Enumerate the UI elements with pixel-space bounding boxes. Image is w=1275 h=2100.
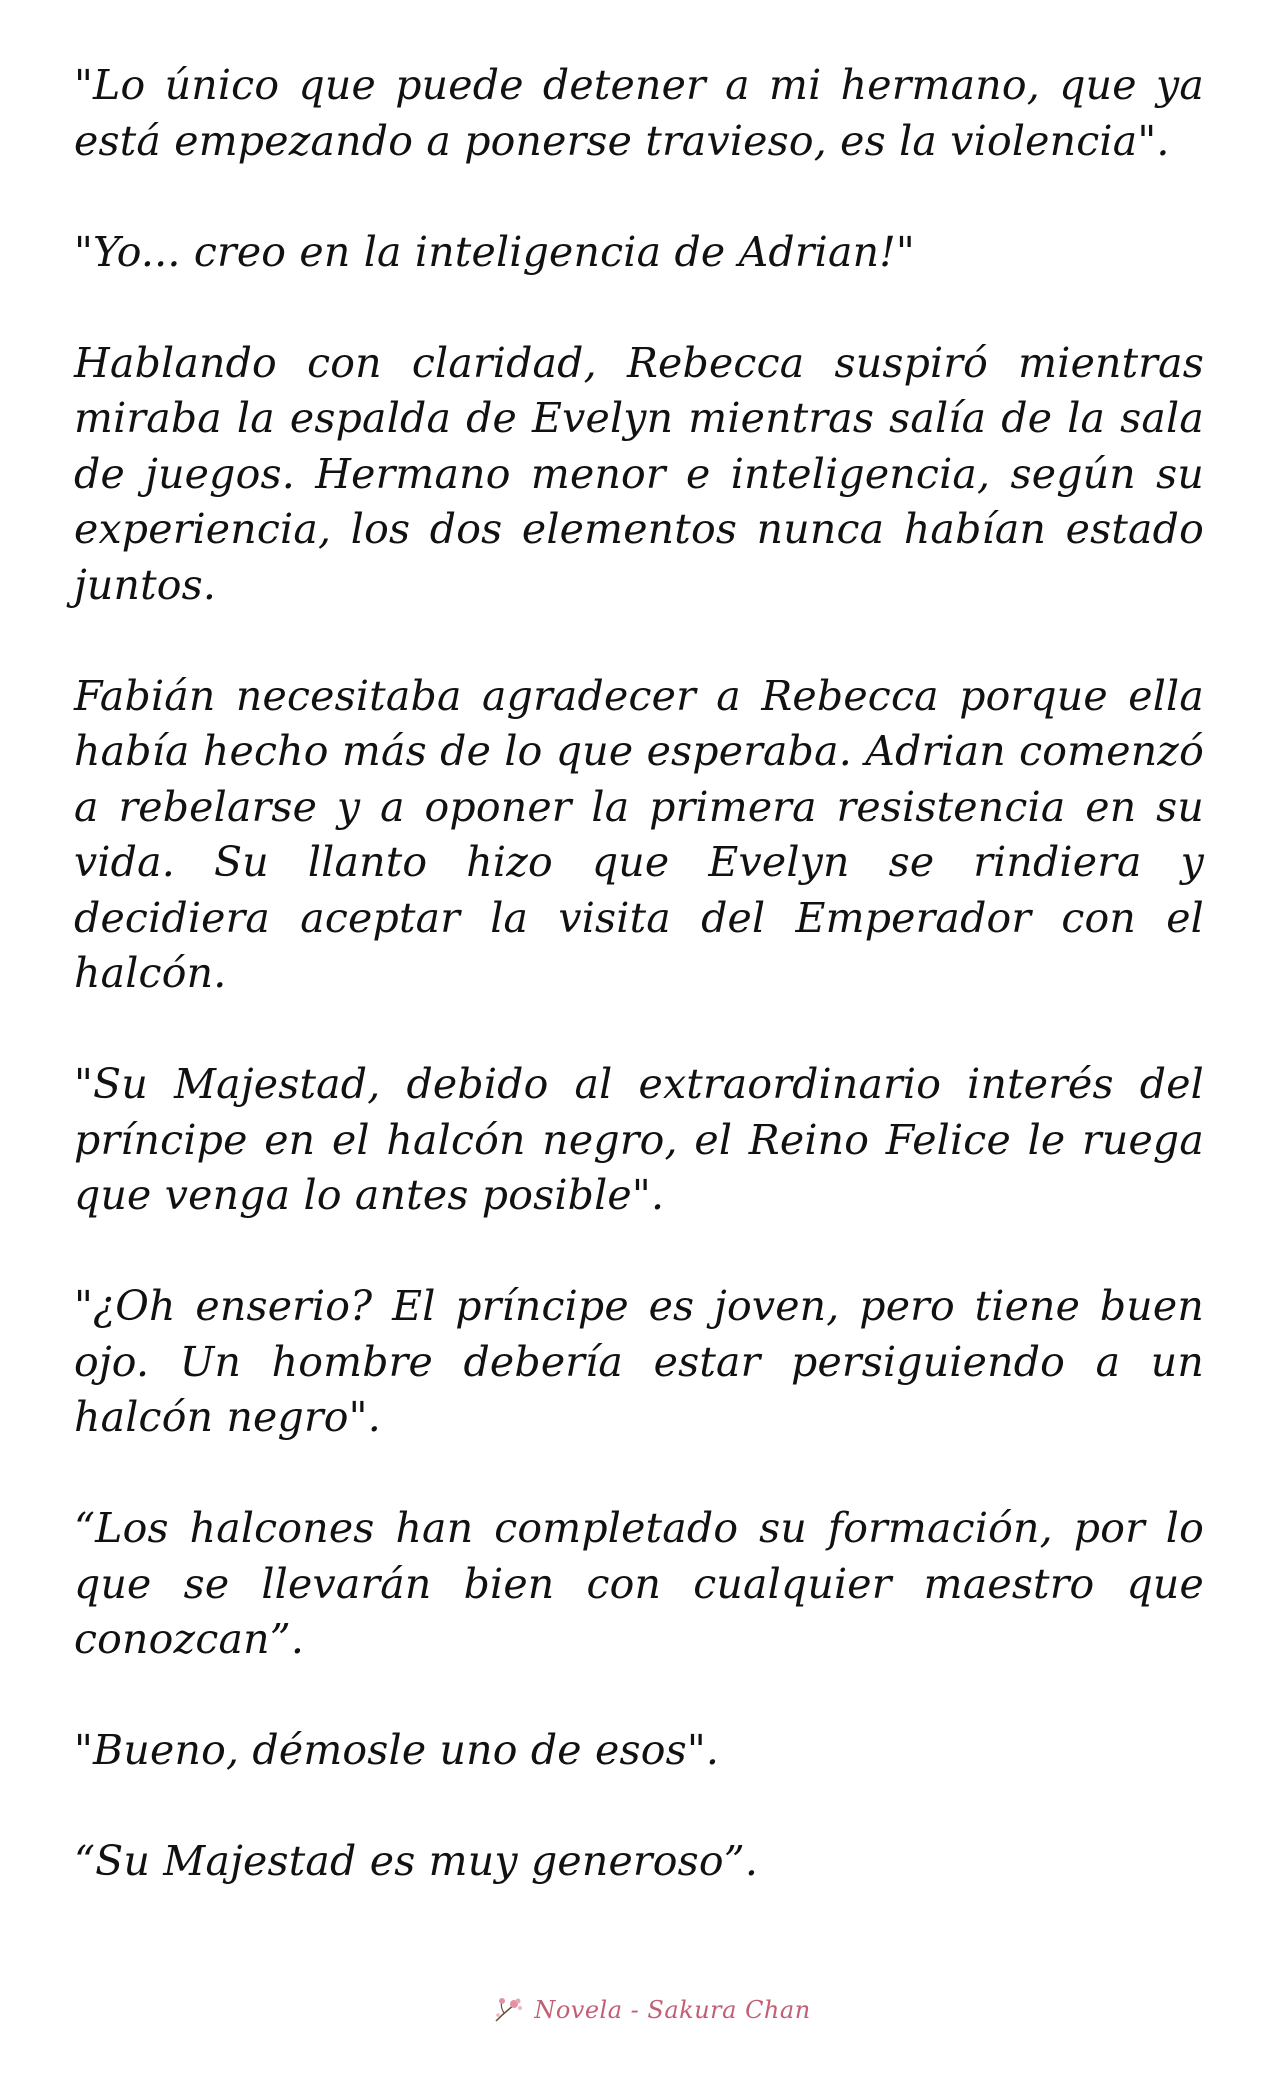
paragraph: "Bueno, démosle uno de esos". (74, 1726, 720, 1774)
watermark-text: Novela - Sakura Chan (534, 1996, 811, 2024)
paragraph: "Su Majestad, debido al extraordinario interés del príncipe en el halcón negro, el Reino Felice le ruega que venga lo antes posible". (74, 1060, 1204, 1219)
chapter-text (74, 58, 1204, 1945)
paragraph: "Lo único que puede detener a mi hermano, que ya está empezando a ponerse travieso, es la violencia". (74, 61, 1204, 165)
paragraph: "Yo... creo en la inteligencia de Adrian!" (74, 227, 915, 276)
watermark (492, 1995, 810, 2025)
paragraph: Hablando con claridad, Rebecca suspiró mientras miraba la espalda de Evelyn mientras salía de la sala de juegos. Hermano menor e inteligencia, según su experiencia, los dos elementos nunca habían estado juntos. (74, 338, 1204, 609)
paragraph: “Los halcones han completado su formación, por lo que se llevarán bien con cualquier maestro que conozcan”. (74, 1504, 1204, 1663)
paragraph: "¿Oh enserio? El príncipe es joven, pero tiene buen ojo. Un hombre debería estar persiguiendo a un halcón negro". (74, 1282, 1204, 1441)
paragraph: “Su Majestad es muy generoso”. (74, 1837, 759, 1885)
watermark-footer (0, 1990, 1275, 2030)
paragraph: Fabián necesitaba agradecer a Rebecca porque ella había hecho más de lo que esperaba. Adrian comenzó a rebelarse y a oponer la primera resistencia en su vida. Su llanto hizo que Evelyn se rindiera y decidiera aceptar la visita del Emperador con el halcón. (74, 671, 1204, 997)
sakura-flower-icon (492, 1995, 526, 2025)
